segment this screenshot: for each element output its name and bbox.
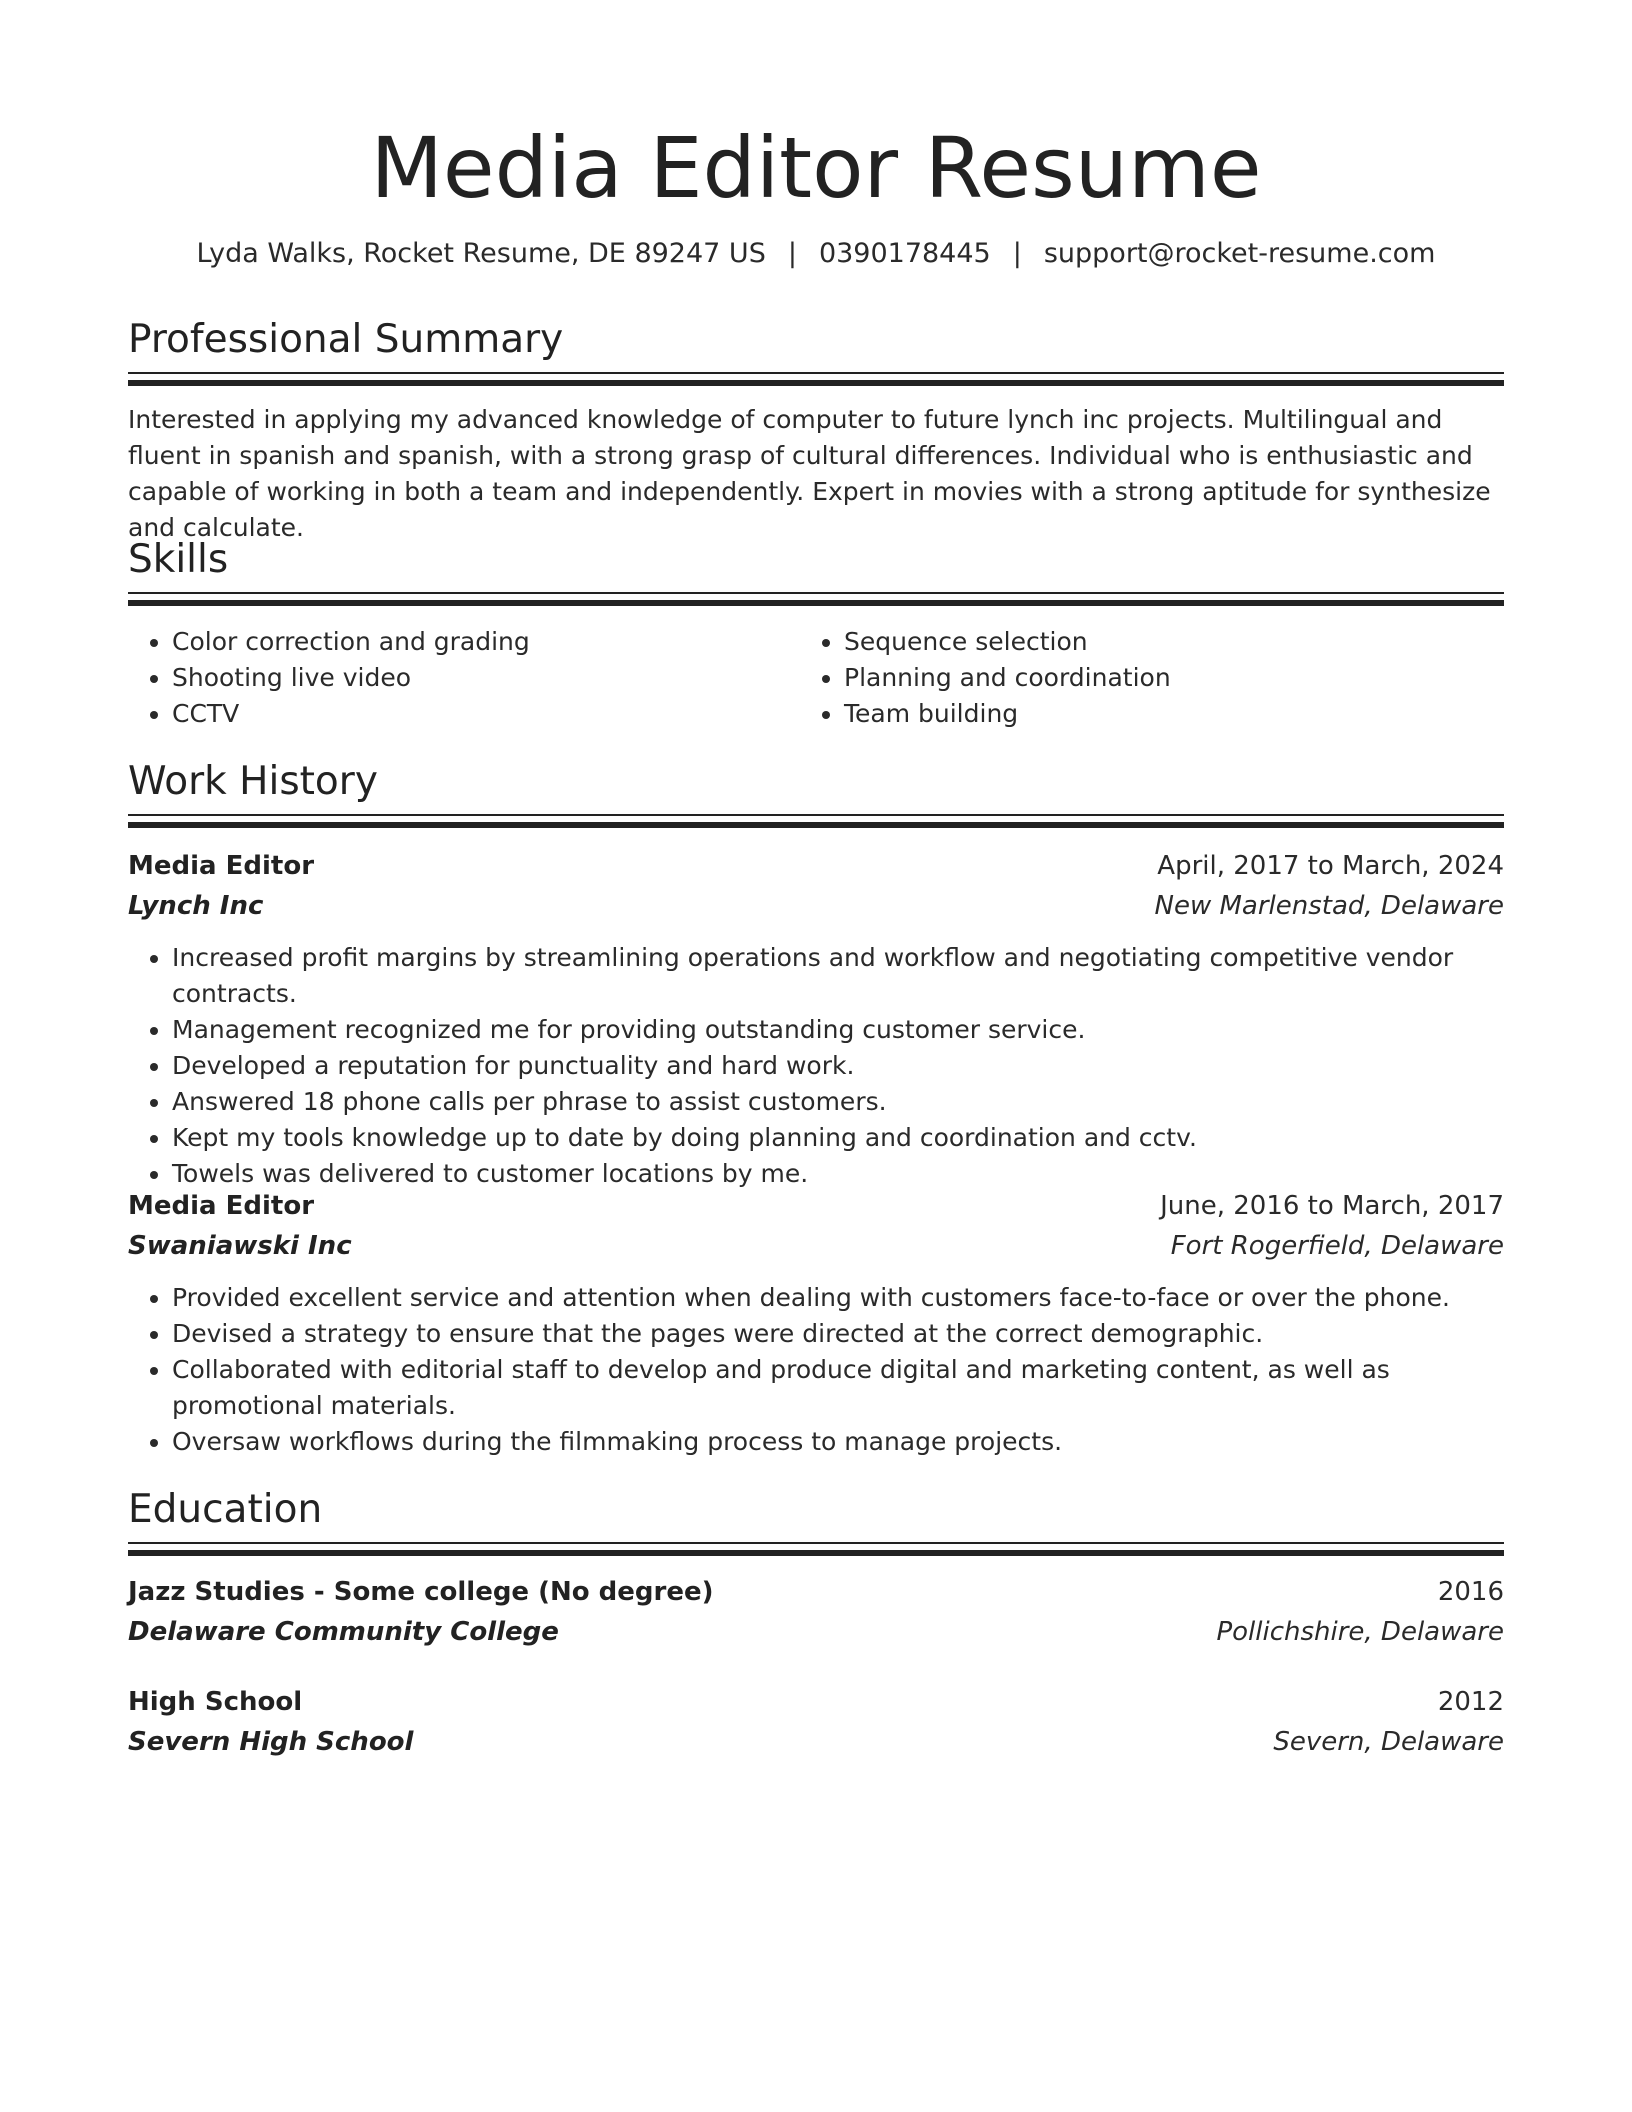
job-bullets (128, 940, 1504, 1192)
job-bullet: • Management recognized me for providing outstanding customer service. (172, 1012, 1504, 1048)
job-bullet: • Answered 18 phone calls per phrase to assist customers. (172, 1084, 1504, 1120)
job-bullet: • Oversaw workflows during the filmmaking process to manage projects. (172, 1424, 1504, 1460)
section-heading-education: Education (128, 1487, 323, 1532)
section-divider (128, 592, 1504, 606)
education-year: 2012 (1437, 1687, 1504, 1717)
skill-item: • Planning and coordination (844, 660, 1504, 696)
education-header (128, 1572, 1504, 1612)
job-bullet: • Developed a reputation for punctuality and hard work. (172, 1048, 1504, 1084)
job-dates: June, 2016 to March, 2017 (1160, 1191, 1504, 1221)
skills-list-right (800, 624, 1504, 732)
contact-address: Lyda Walks, Rocket Resume, DE 89247 US (196, 238, 766, 269)
skill-item: • Team building (844, 696, 1504, 732)
education-subheader (128, 1612, 1504, 1652)
section-heading-skills: Skills (128, 537, 229, 582)
job-bullet: • Kept my tools knowledge up to date by doing planning and coordination and cctv. (172, 1120, 1504, 1156)
summary-text: Interested in applying my advanced knowledge of computer to future lynch inc projects. Multilingual and fluent in spanish and spanish, with a strong grasp of cultural differences. Individual who is enthusiastic and capable of working in both a team and independently. Expert in movies with a strong aptitude for synthesize and calculate. (128, 405, 1491, 542)
contact-separator: | (1012, 238, 1022, 269)
job-header (128, 846, 1504, 886)
skill-item: • CCTV (172, 696, 792, 732)
job-bullet: • Towels was delivered to customer locations by me. (172, 1156, 1504, 1192)
job-location: New Marlenstad, Delaware (1154, 891, 1504, 921)
job-bullet: • Increased profit margins by streamlining operations and workflow and negotiating competitive vendor contracts. (172, 940, 1504, 1012)
section-divider (128, 372, 1504, 386)
job-header (128, 1186, 1504, 1226)
section-heading-summary: Professional Summary (128, 317, 564, 362)
job-bullet: • Collaborated with editorial staff to develop and produce digital and marketing content, as well as promotional materials. (172, 1352, 1504, 1424)
section-divider (128, 1542, 1504, 1556)
section-divider (128, 814, 1504, 828)
skill-item: • Shooting live video (172, 660, 792, 696)
job-company: Lynch Inc (128, 891, 264, 921)
contact-separator: | (787, 238, 797, 269)
skills-list-left (128, 624, 792, 732)
page-title: Media Editor Resume (370, 119, 1262, 217)
job-bullets (128, 1280, 1504, 1460)
education-header (128, 1682, 1504, 1722)
contact-line (0, 236, 1632, 272)
skill-item: • Sequence selection (844, 624, 1504, 660)
education-location: Pollichshire, Delaware (1216, 1617, 1504, 1647)
contact-email[interactable]: support@rocket-resume.com (1043, 238, 1436, 269)
section-heading-work: Work History (128, 759, 378, 804)
skill-item: • Color correction and grading (172, 624, 792, 660)
job-location: Fort Rogerfield, Delaware (1170, 1231, 1504, 1261)
job-bullet: • Devised a strategy to ensure that the pages were directed at the correct demographic. (172, 1316, 1504, 1352)
job-subheader (128, 886, 1504, 926)
education-location: Severn, Delaware (1273, 1727, 1504, 1757)
job-title: Media Editor (128, 851, 315, 881)
education-degree: Jazz Studies - Some college (No degree) (128, 1577, 714, 1607)
job-bullet: • Provided excellent service and attention when dealing with customers face-to-face or over the phone. (172, 1280, 1504, 1316)
contact-phone: 0390178445 (818, 238, 991, 269)
education-school: Delaware Community College (128, 1617, 559, 1647)
job-company: Swaniawski Inc (128, 1231, 352, 1261)
job-dates: April, 2017 to March, 2024 (1157, 851, 1504, 881)
job-subheader (128, 1226, 1504, 1266)
education-school: Severn High School (128, 1727, 414, 1757)
education-subheader (128, 1722, 1504, 1762)
job-title: Media Editor (128, 1191, 315, 1221)
education-degree: High School (128, 1687, 303, 1717)
education-year: 2016 (1437, 1577, 1504, 1607)
